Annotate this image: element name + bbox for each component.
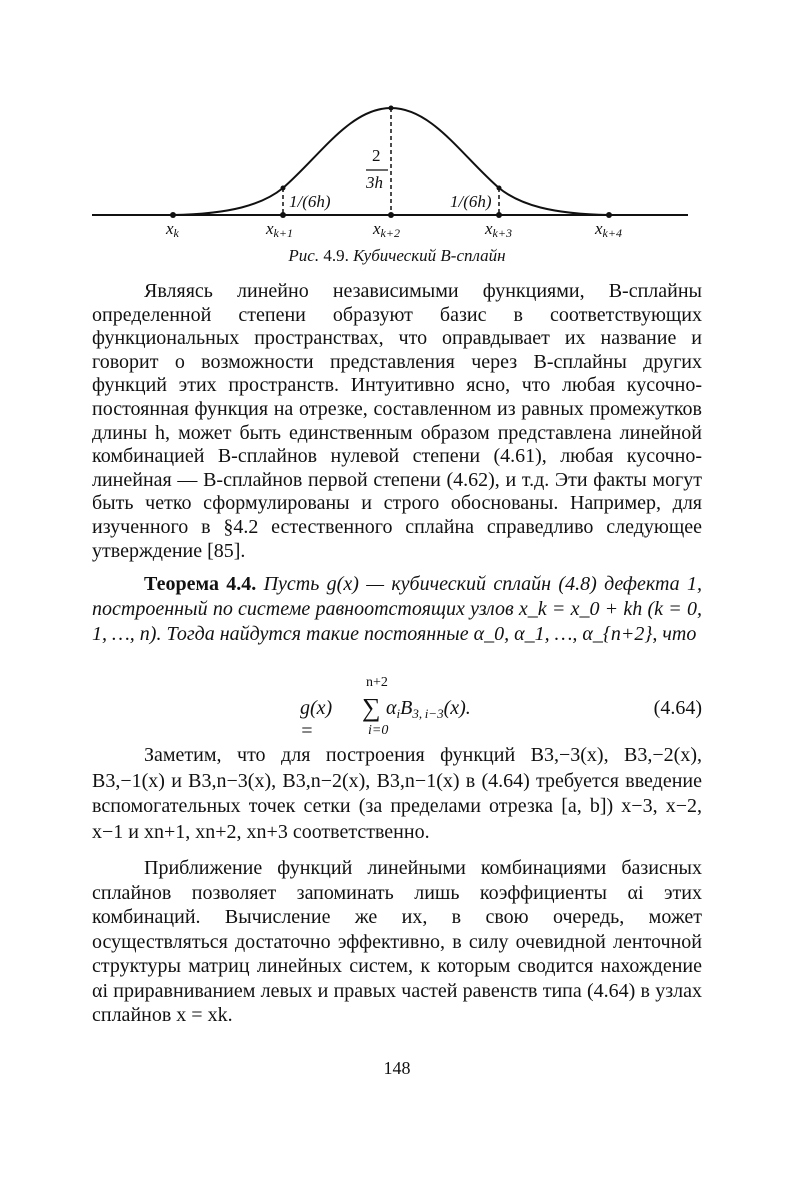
axis-label-xk: $x_k$ xyxy=(166,219,179,240)
axis-label-xk1: $x_{k+1}$ xyxy=(266,219,293,240)
knot-point-k2 xyxy=(388,212,394,218)
curve-point-right xyxy=(497,186,502,191)
caption-title: Кубический B-сплайн xyxy=(353,246,506,265)
axis-label-xk3: $x_{k+3}$ xyxy=(485,219,512,240)
sum-sign: ∑ xyxy=(362,693,381,722)
formula-4-64 xyxy=(300,675,710,741)
bspline-figure xyxy=(0,0,794,280)
left-value-label: 1/(6h) xyxy=(289,192,331,211)
curve-point-peak xyxy=(389,106,394,111)
figure-caption xyxy=(0,246,794,266)
page-number: 148 xyxy=(383,1058,411,1078)
knot-point-k1 xyxy=(280,212,286,218)
equation-number: (4.64) xyxy=(653,697,702,719)
peak-label-numerator: 2 xyxy=(372,146,381,165)
theorem-4-4 xyxy=(92,572,702,647)
sum-lower-limit: i=0 xyxy=(368,723,389,738)
caption-number: 4.9. xyxy=(323,246,349,265)
formula-lhs: g(x) = xyxy=(300,697,333,742)
paragraph-3 xyxy=(92,856,702,1028)
bspline-plot xyxy=(0,0,794,250)
paragraph-1-text: Являясь линейно независимыми функциями, B-сплайны определенной степени образуют базис в соответствующих функциональных пространствах, что оправдывает их название и говорит о возможности представления через B-сплайны других функций этих пространств. Интуитивно ясно, что любая кусочно-постоянная функция на отрезке, составленном из равных промежутков длины h, может быть единственным образом представлена линейной комбинацией B-сплайнов нулевой степени (4.61), любая кусочно-линейная — B-сплайнов первой степени (4.62), и т.д. Эти факты могут быть четко сформулированы и строго обоснованы. Например, для изученного в §4.2 естественного сплайна справедливо следующее утверждение [85]. xyxy=(92,280,702,562)
paragraph-3-text: Приближение функций линейными комбинациями базисных сплайнов позволяет запоминать лишь коэффициенты αi этих комбинаций. Вычисление же их, в свою очередь, может осуществляться достаточно эффективно, в силу очевидной ленточной структуры матриц линейных систем, к которым сводится нахождение αi приравниванием левых и правых частей равенств типа (4.64) в узлах сплайнов x = xk. xyxy=(92,857,702,1026)
peak-label-denominator: 3h xyxy=(366,173,383,192)
paragraph-2-text: Заметим, что для построения функций B3,−3(x), B3,−2(x), B3,−1(x) и B3,n−3(x), B3,n−2(x), B3,n−1(x) в (4.64) требуется введение вспомогательных точек сетки (за пределами отрезка [a, b]) x−3, x−2, x−1 и xn+1, xn+2, xn+3 соответственно. xyxy=(92,744,702,843)
theorem-statement: Пусть g(x) — кубический сплайн (4.8) дефекта 1, построенный по системе равноотстоящих узлов x_k = x_0 + kh (k = 0, 1, …, n). Тогда найдутся такие постоянные α_0, α_1, …, α_{n+2}, что xyxy=(92,573,702,645)
theorem-heading: Теорема 4.4. xyxy=(144,573,257,595)
axis-label-xk4: $x_{k+4}$ xyxy=(595,219,622,240)
paragraph-1 xyxy=(92,280,702,563)
right-value-label: 1/(6h) xyxy=(450,192,492,211)
sum-body: $\alpha_iB_{3, i-3}(x)$. xyxy=(386,697,471,721)
knot-point-k xyxy=(170,212,176,218)
knot-point-k4 xyxy=(606,212,612,218)
axis-label-xk2: $x_{k+2}$ xyxy=(373,219,400,240)
knot-point-k3 xyxy=(496,212,502,218)
paragraph-2 xyxy=(92,743,702,845)
caption-prefix: Рис. xyxy=(288,246,320,265)
sum-upper-limit: n+2 xyxy=(366,675,388,690)
curve-point-left xyxy=(281,186,286,191)
